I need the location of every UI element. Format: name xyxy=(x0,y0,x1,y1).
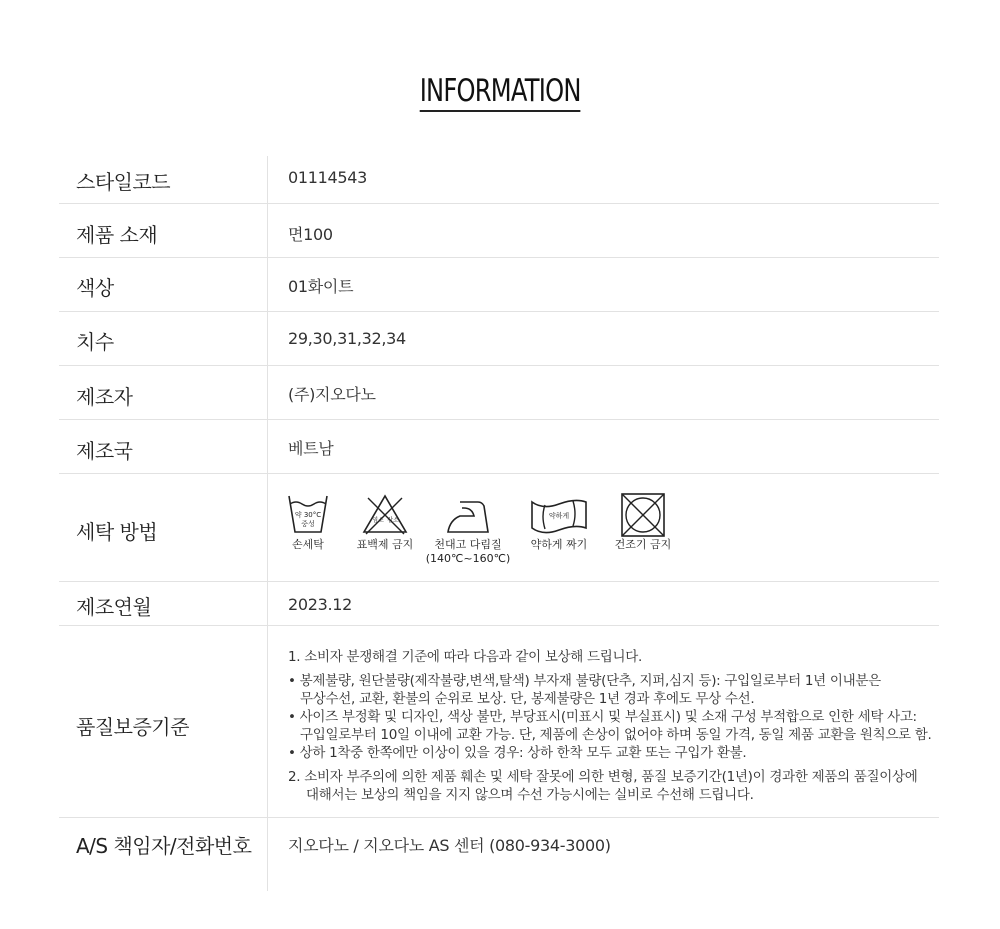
policy-line: 대해서는 보상의 책임을 지지 않으며 수선 가능시에는 실비로 수선해 드립니다. xyxy=(306,787,754,803)
care-caption: 약하게 짜기 xyxy=(530,538,588,551)
policy-line: 무상수선, 교환, 환불의 순위로 보상. 단, 봉제불량은 1년 경과 후에도 무상 수선. xyxy=(300,691,755,707)
quality-policy-text xyxy=(288,648,938,804)
row-size xyxy=(59,312,939,366)
care-item xyxy=(280,492,336,552)
row-date xyxy=(59,582,939,626)
row-label: 제조자 xyxy=(76,385,133,409)
row-quality xyxy=(59,626,939,818)
care-caption: 천대고 다림질 xyxy=(434,538,502,551)
row-label: 제조국 xyxy=(76,439,133,463)
row-label: 색상 xyxy=(76,276,114,300)
row-country xyxy=(59,420,939,474)
care-item xyxy=(423,492,513,566)
row-as xyxy=(59,818,939,878)
row-label: 제품 소재 xyxy=(76,223,158,247)
row-maker xyxy=(59,366,939,420)
row-style-code xyxy=(59,156,939,204)
hand-wash-icon xyxy=(286,492,330,538)
policy-line: 1. 소비자 분쟁해결 기준에 따라 다음과 같이 보상해 드립니다. xyxy=(288,649,642,665)
row-value: 지오다노 / 지오다노 AS 센터 (080-934-3000) xyxy=(288,836,611,855)
row-label: 제조연월 xyxy=(76,595,152,619)
row-label: 스타일코드 xyxy=(76,170,171,194)
policy-line: 2. 소비자 부주의에 의한 제품 훼손 및 세탁 잘못에 의한 변형, 품질 보증기간(1년)이 경과한 제품의 품질이상에 xyxy=(288,769,918,785)
care-caption: 손세탁 xyxy=(292,538,324,551)
row-material xyxy=(59,204,939,258)
row-label: 치수 xyxy=(76,330,114,354)
care-text: 약하게 xyxy=(548,512,570,520)
gentle-wring-icon xyxy=(529,492,589,538)
row-value: 2023.12 xyxy=(288,595,353,614)
care-item xyxy=(520,492,598,552)
care-text: 중성 xyxy=(301,520,315,528)
row-label: A/S 책임자/전화번호 xyxy=(76,834,252,858)
care-caption-temp: (140℃~160℃) xyxy=(425,552,511,565)
care-icons xyxy=(280,492,700,576)
no-tumble-dry-icon xyxy=(620,492,666,538)
care-item xyxy=(350,492,420,552)
row-value: 01114543 xyxy=(288,168,368,187)
no-bleach-icon xyxy=(360,492,410,538)
row-value: (주)지오다노 xyxy=(288,385,376,404)
row-color xyxy=(59,258,939,312)
row-value: 베트남 xyxy=(288,439,334,458)
policy-line: • 상하 1착중 한쪽에만 이상이 있을 경우: 상하 한착 모두 교환 또는 구입가 환불. xyxy=(288,745,747,761)
row-label: 품질보증기준 xyxy=(76,715,189,739)
care-caption: 건조기 금지 xyxy=(614,538,672,551)
page-header xyxy=(0,72,1000,112)
care-text: 산소 xyxy=(387,517,399,524)
policy-line: 구입일로부터 10일 이내에 교환 가능. 단, 제품에 손상이 없어야 하며 동일 가격, 동일 제품 교환을 원칙으로 함. xyxy=(300,727,932,743)
row-value: 29,30,31,32,34 xyxy=(288,329,406,348)
page-title: INFORMATION xyxy=(420,72,581,112)
care-caption: 표백제 금지 xyxy=(356,538,414,551)
care-item xyxy=(608,492,678,552)
row-value: 면100 xyxy=(288,225,333,244)
policy-line: • 사이즈 부정확 및 디자인, 색상 불만, 부당표시(미표시 및 부실표시) 및 소재 구성 부적합으로 인한 세탁 사고: xyxy=(288,709,917,725)
policy-line: • 봉제불량, 원단불량(제작불량,변색,탈색) 부자재 불량(단추, 지퍼,심지 등): 구입일로부터 1년 이내분은 xyxy=(288,673,881,689)
care-text: 약 30°C xyxy=(294,511,322,519)
care-text: 염소 xyxy=(372,517,384,524)
row-label: 세탁 방법 xyxy=(76,520,158,544)
iron-icon xyxy=(444,492,492,538)
row-value: 01화이트 xyxy=(288,277,354,296)
row-wash xyxy=(59,474,939,582)
info-table xyxy=(59,156,939,878)
